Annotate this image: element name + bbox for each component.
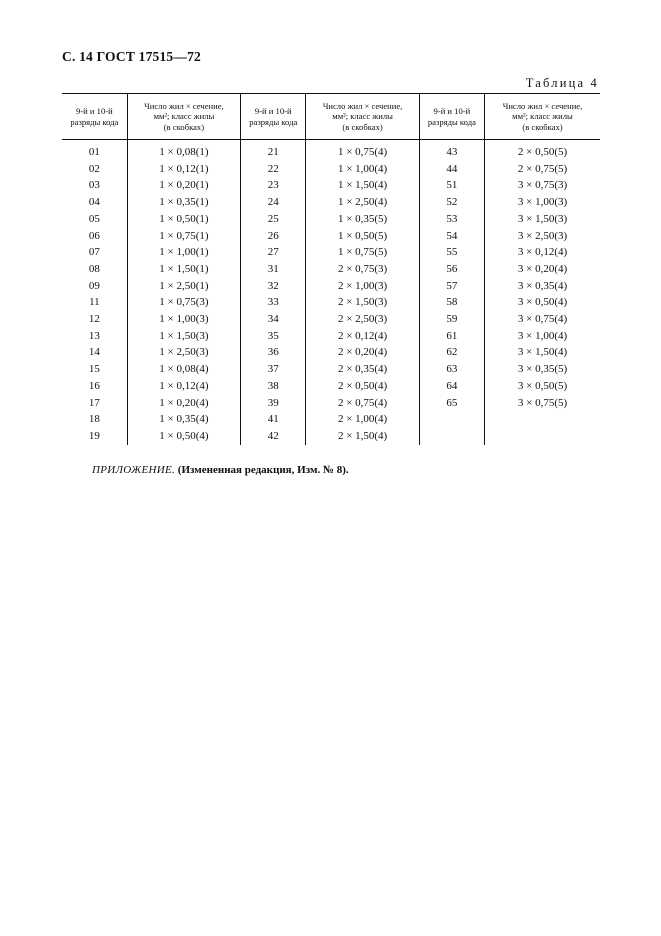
spec-cell: 1 × 1,50(1) <box>127 261 240 278</box>
spec-cell: 1 × 0,75(1) <box>127 228 240 245</box>
table-row <box>62 211 600 228</box>
spec-cell: 1 × 0,50(5) <box>306 228 419 245</box>
header-line: разряды кода <box>249 116 298 127</box>
code-cell: 07 <box>62 244 127 261</box>
header-line: разряды кода <box>70 116 119 127</box>
header-line: мм²; класс жилы <box>512 111 573 122</box>
header-spec-column <box>306 94 419 140</box>
code-cell: 53 <box>419 211 484 228</box>
code-cell: 61 <box>419 328 484 345</box>
table-row <box>62 161 600 178</box>
spec-cell: 3 × 0,35(4) <box>517 279 568 292</box>
table-row <box>62 378 600 395</box>
spec-cell: 1 × 0,35(1) <box>127 194 240 211</box>
code-cell: 17 <box>62 395 127 412</box>
code-cell: 01 <box>62 140 127 161</box>
appendix-label: ПРИЛОЖЕНИЕ. <box>92 464 176 476</box>
spec-cell: 1 × 0,50(4) <box>127 428 240 445</box>
spec-cell: 1 × 1,00(1) <box>127 244 240 261</box>
spec-cell: 3 × 1,50(4) <box>517 346 568 359</box>
spec-cell: 1 × 1,50(3) <box>127 328 240 345</box>
header-line: 9-й и 10-й <box>254 106 292 116</box>
code-cell: 56 <box>419 261 484 278</box>
revision-note: (Измененная редакция, Изм. № 8). <box>177 464 349 476</box>
code-cell: 13 <box>62 328 127 345</box>
header-code-column <box>419 94 484 140</box>
header-line: мм²; класс жилы <box>153 111 215 122</box>
spec-cell: 2 × 0,35(4) <box>306 361 419 378</box>
spec-cell: 1 × 0,35(5) <box>306 211 419 228</box>
code-cell: 27 <box>241 244 306 261</box>
code-cell: 42 <box>241 428 306 445</box>
code-cell: 58 <box>419 294 484 311</box>
code-cell: 24 <box>241 194 306 211</box>
code-cell: 33 <box>241 294 306 311</box>
code-cell: 15 <box>62 361 127 378</box>
spec-cell: 2 × 0,50(5) <box>517 146 568 158</box>
spec-cell <box>485 428 600 445</box>
spec-cell: 2 × 0,50(4) <box>306 378 419 395</box>
code-cell: 26 <box>241 228 306 245</box>
table-row <box>62 278 600 295</box>
code-cell: 41 <box>241 411 306 428</box>
code-cell: 55 <box>419 244 484 261</box>
code-cell: 59 <box>419 311 484 328</box>
appendix-note <box>92 464 349 476</box>
code-cell: 35 <box>241 328 306 345</box>
spec-cell: 1 × 0,75(5) <box>306 244 419 261</box>
table-row <box>62 361 600 378</box>
code-cell: 16 <box>62 378 127 395</box>
code-cell: 44 <box>419 161 484 178</box>
code-cell: 57 <box>419 278 484 295</box>
code-cell: 64 <box>419 378 484 395</box>
table-row <box>62 328 600 345</box>
code-cell: 62 <box>419 344 484 361</box>
spec-cell: 1 × 0,75(4) <box>306 140 419 161</box>
table-row <box>62 177 600 194</box>
spec-cell: 1 × 0,08(1) <box>127 140 240 161</box>
code-cell: 32 <box>241 278 306 295</box>
spec-cell: 1 × 1,00(4) <box>306 161 419 178</box>
spec-cell: 3 × 0,75(5) <box>517 396 568 409</box>
header-line: Число жил × сечение, <box>144 100 224 111</box>
spec-cell: 3 × 0,20(4) <box>517 262 568 275</box>
spec-cell: 1 × 2,50(3) <box>127 344 240 361</box>
spec-cell: 3 × 0,12(4) <box>517 246 568 259</box>
spec-cell: 3 × 1,50(3) <box>517 212 568 225</box>
header-line: (в скобках) <box>522 121 563 132</box>
spec-cell: 2 × 1,00(3) <box>306 278 419 295</box>
spec-cell: 2 × 0,20(4) <box>306 344 419 361</box>
code-cell <box>419 411 484 428</box>
header-code-column <box>62 94 127 140</box>
table-row <box>62 140 600 161</box>
spec-cell: 1 × 0,12(1) <box>127 161 240 178</box>
header-spec-column <box>127 94 240 140</box>
spec-cell: 1 × 0,08(4) <box>127 361 240 378</box>
spec-cell: 1 × 0,20(1) <box>127 177 240 194</box>
header-line: 9-й и 10-й <box>76 106 113 116</box>
spec-cell: 3 × 0,50(5) <box>517 379 568 392</box>
spec-cell: 1 × 0,50(1) <box>127 211 240 228</box>
code-cell: 21 <box>241 140 306 161</box>
code-cell: 52 <box>419 194 484 211</box>
spec-cell: 3 × 0,75(4) <box>517 313 568 326</box>
code-cell: 25 <box>241 211 306 228</box>
code-cell: 54 <box>419 228 484 245</box>
header-code-column <box>241 94 306 140</box>
header-line: Число жил × сечение, <box>502 100 583 111</box>
code-cell: 14 <box>62 344 127 361</box>
spec-cell: 2 × 0,75(3) <box>306 261 419 278</box>
table-row <box>62 311 600 328</box>
header-line: (в скобках) <box>163 121 205 132</box>
table-row <box>62 411 600 428</box>
page-header: С. 14 ГОСТ 17515—72 <box>62 49 201 64</box>
spec-cell: 1 × 2,50(4) <box>306 194 419 211</box>
spec-cell: 2 × 0,75(4) <box>306 395 419 412</box>
table-row <box>62 194 600 211</box>
spec-cell: 3 × 1,00(3) <box>517 196 568 209</box>
table-row <box>62 244 600 261</box>
code-cell: 19 <box>62 428 127 445</box>
code-cell: 31 <box>241 261 306 278</box>
code-cell: 04 <box>62 194 127 211</box>
code-cell: 02 <box>62 161 127 178</box>
spec-cell: 3 × 1,00(4) <box>517 329 568 342</box>
code-cell: 22 <box>241 161 306 178</box>
spec-cell: 2 × 1,50(4) <box>306 428 419 445</box>
table-row <box>62 395 600 412</box>
code-cell: 12 <box>62 311 127 328</box>
code-cell: 03 <box>62 177 127 194</box>
spec-cell: 1 × 1,50(4) <box>306 177 419 194</box>
header-line: Число жил × сечение, <box>322 100 403 111</box>
spec-cell: 1 × 1,00(3) <box>127 311 240 328</box>
spec-cell: 1 × 0,12(4) <box>127 378 240 395</box>
code-cell: 51 <box>419 177 484 194</box>
code-cell: 43 <box>419 140 484 161</box>
code-cell: 36 <box>241 344 306 361</box>
spec-cell: 1 × 0,75(3) <box>127 294 240 311</box>
spec-cell: 2 × 0,12(4) <box>306 328 419 345</box>
table-row <box>62 294 600 311</box>
table-header-row <box>62 94 600 140</box>
header-line: мм²; класс жилы <box>332 111 393 122</box>
spec-cell: 1 × 0,35(4) <box>127 411 240 428</box>
code-cell: 37 <box>241 361 306 378</box>
code-cell: 34 <box>241 311 306 328</box>
code-cell: 08 <box>62 261 127 278</box>
spec-cell: 1 × 0,20(4) <box>127 395 240 412</box>
header-line: разряды кода <box>427 116 476 127</box>
code-cell: 11 <box>62 294 127 311</box>
code-cell: 09 <box>62 278 127 295</box>
header-line: 9-й и 10-й <box>433 106 471 116</box>
header-line: (в скобках) <box>342 121 383 132</box>
table-row <box>62 228 600 245</box>
header-spec-column <box>485 94 600 140</box>
spec-cell: 2 × 1,00(4) <box>306 411 419 428</box>
code-cell: 23 <box>241 177 306 194</box>
code-cell: 63 <box>419 361 484 378</box>
spec-cell <box>485 411 600 428</box>
table-label: Таблица 4 <box>525 76 599 90</box>
code-table <box>62 93 600 445</box>
code-cell: 39 <box>241 395 306 412</box>
code-cell: 38 <box>241 378 306 395</box>
code-cell <box>419 428 484 445</box>
spec-cell: 3 × 0,75(3) <box>517 179 568 192</box>
table-body <box>62 140 600 445</box>
spec-cell: 2 × 1,50(3) <box>306 294 419 311</box>
code-cell: 65 <box>419 395 484 412</box>
spec-cell: 2 × 0,75(5) <box>517 162 568 175</box>
code-cell: 18 <box>62 411 127 428</box>
code-cell: 06 <box>62 228 127 245</box>
spec-cell: 3 × 0,50(4) <box>517 296 568 309</box>
code-cell: 05 <box>62 211 127 228</box>
spec-cell: 1 × 2,50(1) <box>127 278 240 295</box>
table-row <box>62 428 600 445</box>
spec-cell: 3 × 0,35(5) <box>517 363 568 376</box>
spec-cell: 3 × 2,50(3) <box>517 229 568 242</box>
spec-cell: 2 × 2,50(3) <box>306 311 419 328</box>
table-row <box>62 261 600 278</box>
table-row <box>62 344 600 361</box>
